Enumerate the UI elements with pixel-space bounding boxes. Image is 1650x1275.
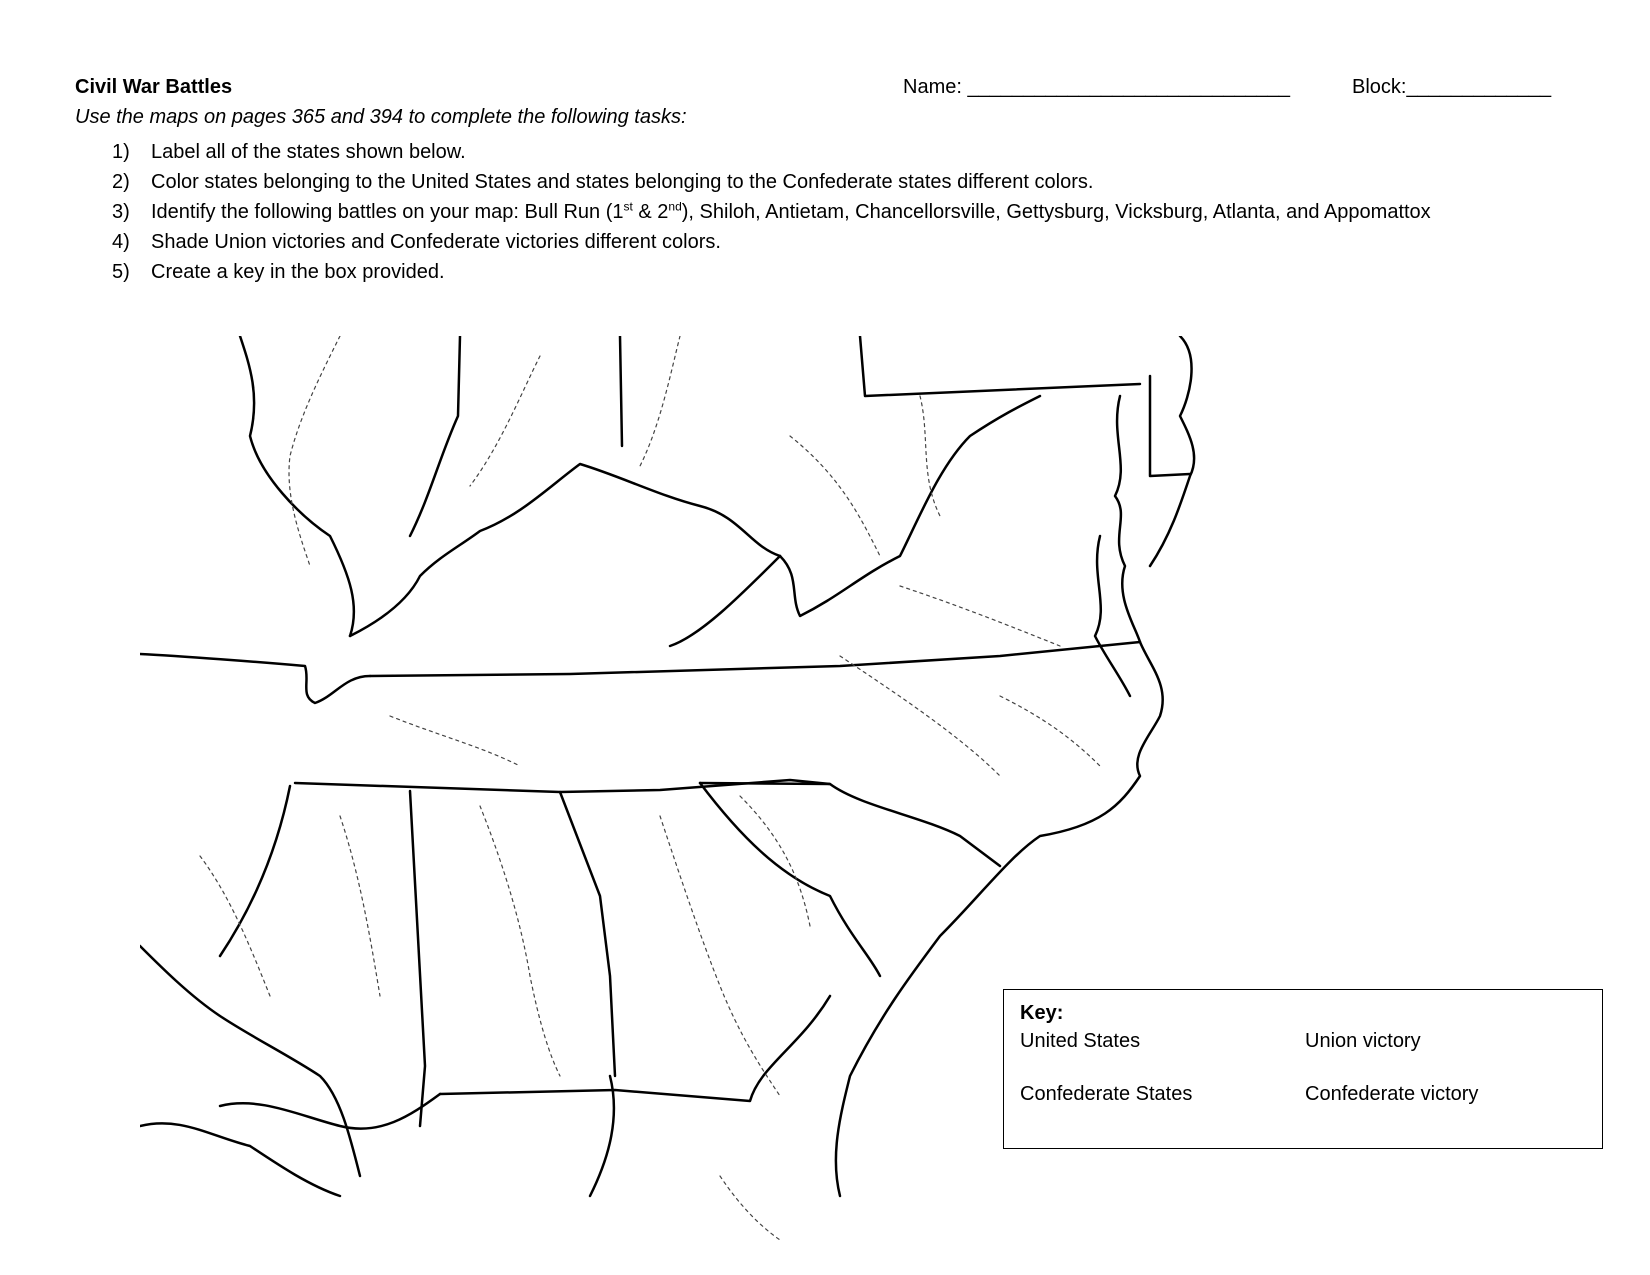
task-item bbox=[112, 197, 1552, 227]
task-item bbox=[112, 257, 1552, 287]
key-united-states: United States bbox=[1020, 1030, 1141, 1052]
task-number: 4) bbox=[112, 231, 130, 253]
instructions-text: Use the maps on pages 365 and 394 to complete the following tasks: bbox=[75, 106, 687, 128]
key-union-victory: Union victory bbox=[1305, 1030, 1421, 1052]
task-text: Label all of the states shown below. bbox=[151, 141, 466, 163]
key-confederate-victory: Confederate victory bbox=[1305, 1083, 1479, 1105]
task-number: 3) bbox=[112, 201, 130, 223]
key-confederate-states: Confederate States bbox=[1020, 1083, 1193, 1105]
block-field[interactable]: Block:_____________ bbox=[1352, 76, 1552, 98]
task-item bbox=[112, 137, 1552, 167]
rivers bbox=[200, 336, 1100, 1240]
task-text-part: & 2 bbox=[632, 201, 669, 223]
key-box[interactable] bbox=[1003, 989, 1603, 1149]
task-item bbox=[112, 227, 1552, 257]
superscript: st bbox=[623, 199, 633, 214]
task-item bbox=[112, 167, 1552, 197]
task-text: Create a key in the box provided. bbox=[151, 261, 445, 283]
task-text-part: ), Shiloh, Antietam, Chancellorsville, Gettysburg, Vicksburg, Atlanta, and Appomattox bbox=[681, 201, 1431, 223]
task-text: Shade Union victories and Confederate victories different colors. bbox=[151, 231, 721, 253]
task-number: 2) bbox=[112, 171, 130, 193]
task-text bbox=[151, 197, 1552, 227]
worksheet-title: Civil War Battles bbox=[75, 76, 233, 98]
task-text-part: Identify the following battles on your map: Bull Run (1 bbox=[151, 201, 624, 223]
name-field[interactable]: Name: _____________________________ bbox=[903, 76, 1291, 98]
task-number: 1) bbox=[112, 141, 130, 163]
task-list bbox=[112, 137, 1552, 287]
task-text: Color states belonging to the United States and states belonging to the Confederate states different colors. bbox=[151, 171, 1094, 193]
superscript: nd bbox=[668, 199, 682, 214]
task-number: 5) bbox=[112, 261, 130, 283]
key-title: Key: bbox=[1020, 1002, 1064, 1024]
